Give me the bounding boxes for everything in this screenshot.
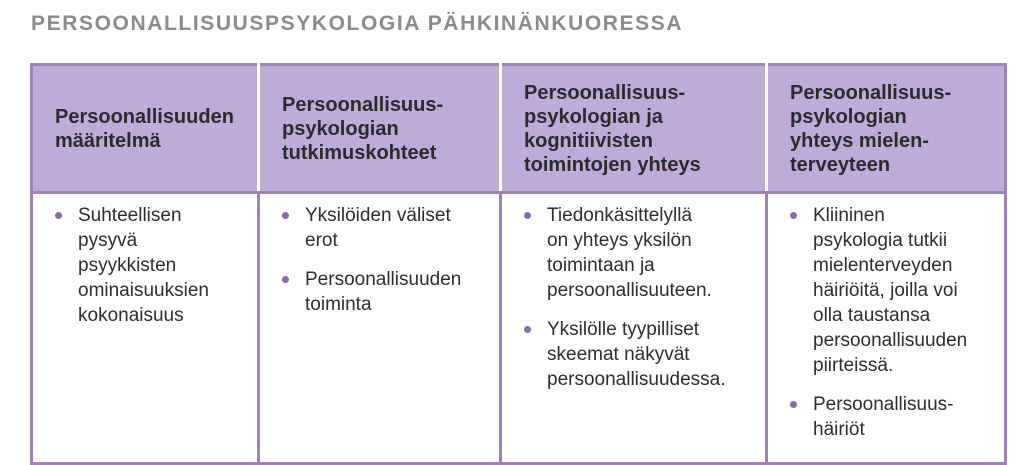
column-cell-mental-health — [767, 193, 1006, 464]
header-row — [32, 65, 1006, 193]
bullet-list — [280, 203, 485, 317]
column-cell-definition — [32, 193, 259, 464]
column-header-cognitive-connection: Persoonallisuus- psykologian ja kognitiivisten toimintojen yhteys — [501, 65, 767, 193]
bullet-item: Persoonallisuus- häiriöt — [788, 392, 990, 442]
bullet-item: Suhteellisen pysyvä psyykkisten ominaisuuksien kokonaisuus — [53, 203, 243, 328]
column-cell-research-topics — [259, 193, 501, 464]
bullet-item: Tiedonkäsittelyllä on yhteys yksilön toimintaan ja persoonallisuuteen. — [522, 203, 751, 303]
column-cell-cognitive-connection — [501, 193, 767, 464]
summary-table — [30, 63, 1007, 465]
bullet-item: Kliininen psykologia tutkii mielenterveyden häiriöitä, joilla voi olla taustansa persoonallisuuden piirteissä. — [788, 203, 990, 378]
bullet-item: Persoonallisuuden toiminta — [280, 267, 485, 317]
column-header-mental-health: Persoonallisuus- psykologian yhteys mielen- terveyteen — [767, 65, 1006, 193]
bullet-item: Yksilölle tyypilliset skeemat näkyvät persoonallisuudessa. — [522, 317, 751, 392]
column-header-research-topics: Persoonallisuus- psykologian tutkimuskohteet — [259, 65, 501, 193]
bullet-item: Yksilöiden väliset erot — [280, 203, 485, 253]
bullet-list — [788, 203, 990, 442]
column-header-definition: Persoonallisuuden määritelmä — [32, 65, 259, 193]
content-row — [32, 193, 1006, 464]
bullet-list — [522, 203, 751, 392]
bullet-list — [53, 203, 243, 328]
page-title: PERSOONALLISUUSPSYKOLOGIA PÄHKINÄNKUORESSA — [31, 12, 684, 35]
